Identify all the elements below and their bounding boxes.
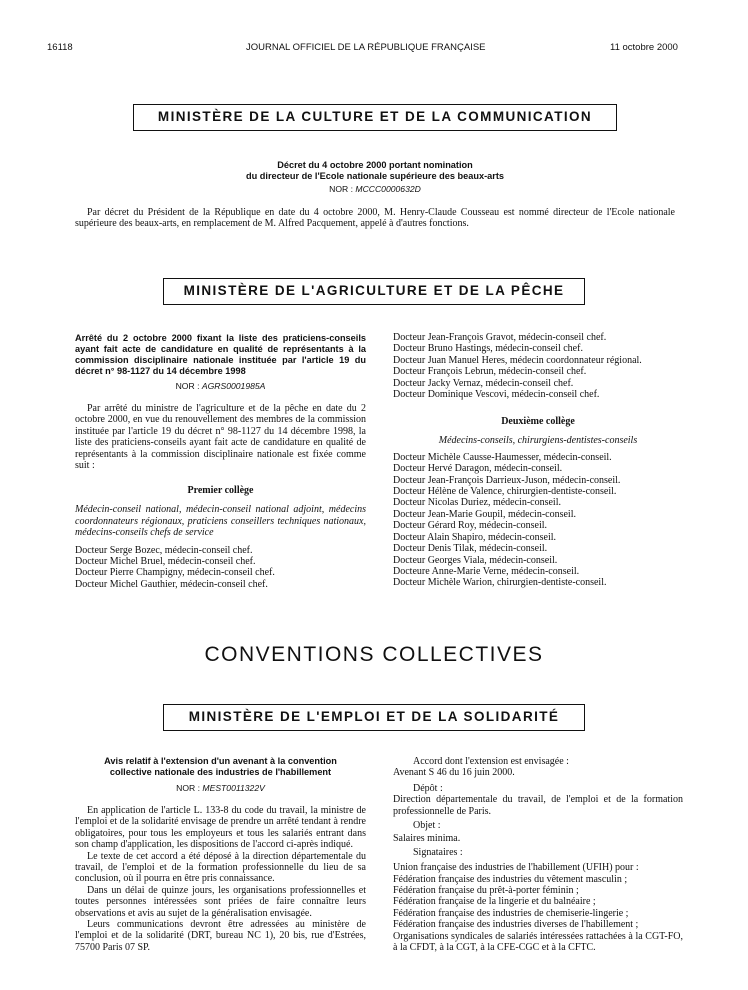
accord-value: Avenant S 46 du 16 juin 2000. (393, 767, 515, 779)
list-item: Docteur Nicolas Duriez, médecin-conseil. (393, 497, 561, 509)
objet-value: Salaires minima. (393, 833, 461, 845)
list-item: Docteur Denis Tilak, médecin-conseil. (393, 543, 548, 555)
list-item: Docteur Alain Shapiro, médecin-conseil. (393, 531, 557, 543)
college2-title: Deuxième collège (501, 416, 575, 428)
list-item: Docteur Jean-François Darrieux-Juson, médecin-conseil. (393, 474, 621, 486)
syndicats-text: Organisations syndicales de salariés intéressées rattachées à la CGT-FO, à la CFDT, à la CGT, à la CFE-CGC et à la CFTC. (393, 930, 683, 954)
culture-decree-title (140, 160, 610, 182)
list-item: Docteur Dominique Vescovi, médecin-conseil chef. (393, 389, 600, 401)
emploi-nor (75, 783, 366, 793)
college1-title: Premier collège (187, 485, 254, 497)
list-item: Docteur Hélène de Valence, chirurgien-dentiste-conseil. (393, 486, 617, 498)
emploi-title-line1: Avis relatif à l'extension d'un avenant à la convention (104, 756, 337, 766)
list-item: Docteur Hervé Daragon, médecin-conseil. (393, 463, 563, 475)
list-item: Fédération française du prêt-à-porter féminin ; (393, 885, 579, 897)
college1-list (75, 545, 366, 591)
agriculture-right-column (393, 332, 683, 589)
list-item: Fédération française des industries de chemiserie-lingerie ; (393, 907, 629, 919)
list-item: Union française des industries de l'habillement (UFIH) pour : (393, 862, 639, 874)
culture-decree-body: Par décret du Président de la République en date du 4 octobre 2000, M. Henry-Claude Cousseau est nommé directeur de l'Ecole nationale supérieure des beaux-arts, en remplacement de M. Alfred Pacquement, appelé à d'autres fonctions. (75, 207, 675, 230)
signataires-list (393, 862, 683, 930)
list-item: Docteure Anne-Marie Verne, médecin-conseil. (393, 565, 580, 577)
nor-code: MEST0011322V (202, 783, 265, 793)
list-item: Docteur Jacky Vernaz, médecin-conseil chef. (393, 377, 574, 389)
emploi-avis-title (75, 756, 366, 778)
list-item: Docteur Juan Manuel Heres, médecin coordonnateur régional. (393, 354, 642, 366)
nor-label: NOR : (175, 381, 200, 391)
list-item: Docteur Michel Bruel, médecin-conseil chef. (75, 556, 256, 568)
agriculture-nor (75, 381, 366, 391)
list-item: Docteur François Lebrun, médecin-conseil chef. (393, 366, 587, 378)
list-item: Fédération française des industries diverses de l'habillement ; (393, 919, 639, 931)
emploi-right-column (393, 756, 683, 954)
list-item: Docteur Jean-François Gravot, médecin-conseil chef. (393, 332, 607, 343)
emploi-paragraph-4: Leurs communications devront être adressées au ministère de l'emploi et de la solidarité (DRT, bureau NC 1), 20 bis, rue d'Estrées, 75700 Paris 07 SP. (75, 919, 366, 953)
nor-code: AGRS0001985A (201, 381, 266, 391)
list-item: Docteur Michèle Warion, chirurgien-dentiste-conseil. (393, 577, 607, 589)
emploi-paragraph-3: Dans un délai de quinze jours, les organisations professionnelles et toutes personnes intéressées sont priées de faire connaître leurs observations et avis au sujet de la généralisation envisagée. (75, 884, 366, 919)
college2-subtitle: Médecins-conseils, chirurgiens-dentistes-conseils (438, 435, 638, 447)
culture-title-line2: du directeur de l'Ecole nationale supérieure des beaux-arts (246, 171, 504, 181)
culture-title-line1: Décret du 4 octobre 2000 portant nomination (277, 160, 473, 170)
list-item: Docteur Serge Bozec, médecin-conseil chef. (75, 544, 253, 556)
agriculture-arrete-title: Arrêté du 2 octobre 2000 fixant la liste des praticiens-conseils ayant fait acte de candidature en qualité de représentants à la commission disciplinaire nationale instituée par l'article 19 du décret n° 98-1127 du 14 décembre 1998 (75, 333, 366, 376)
accord-label: Accord dont l'extension est envisagée : (413, 756, 569, 767)
ministry-agriculture-heading: MINISTÈRE DE L'AGRICULTURE ET DE LA PÊCHE (163, 278, 585, 305)
signataires-label: Signataires : (413, 846, 463, 858)
emploi-left-column (75, 756, 366, 953)
ministry-culture-heading: MINISTÈRE DE LA CULTURE ET DE LA COMMUNICATION (133, 104, 617, 131)
page-number: 16118 (47, 42, 73, 53)
list-item: Fédération française des industries du vêtement masculin ; (393, 873, 628, 885)
college1-list-continued (393, 332, 683, 400)
issue-date: 11 octobre 2000 (610, 42, 678, 53)
agriculture-left-column (75, 333, 366, 590)
conventions-collectives-title: CONVENTIONS COLLECTIVES (204, 643, 544, 666)
nor-label: NOR : (176, 783, 201, 793)
list-item: Docteur Gérard Roy, médecin-conseil. (393, 520, 548, 532)
agriculture-arrete-body: Par arrêté du ministre de l'agriculture et de la pêche en date du 2 octobre 2000, en vue du renouvellement des membres de la commission instituée par l'article 19 du décret n° 98-1127 du 14 décembre 1998, la liste des praticiens-conseils ayant fait acte de candidature en qualité de représentants à la commission disciplinaire nationale est fixée comme suit : (75, 403, 366, 472)
list-item: Docteur Michel Gauthier, médecin-conseil chef. (75, 578, 268, 590)
list-item: Docteur Michèle Causse-Haumesser, médecin-conseil. (393, 451, 612, 463)
emploi-paragraph-1: En application de l'article L. 133-8 du code du travail, la ministre de l'emploi et de la solidarité envisage de prendre un arrêté tendant à rendre obligatoires, pour tous les employeurs et tous les salariés entrant dans son champ d'application, les dispositions de l'accord ci-après indiqué. (75, 805, 366, 851)
nor-label: NOR : (329, 184, 354, 194)
list-item: Docteur Jean-Marie Goupil, médecin-conseil. (393, 508, 576, 520)
emploi-paragraph-2: Le texte de cet accord a été déposé à la direction départementale du travail, de l'emploi et de la formation professionnelle du lieu de sa conclusion, où il pourra en être pris connaissance. (75, 850, 366, 885)
college2-list (393, 452, 683, 589)
depot-value: Direction départementale du travail, de l'emploi et de la formation professionnelle de Paris. (393, 794, 683, 817)
ministry-emploi-heading: MINISTÈRE DE L'EMPLOI ET DE LA SOLIDARITÉ (163, 704, 585, 731)
list-item: Fédération française de la lingerie et du balnéaire ; (393, 896, 596, 908)
emploi-title-line2: collective nationale des industries de l'habillement (109, 767, 332, 777)
objet-label: Objet : (413, 820, 441, 832)
culture-nor (140, 184, 610, 194)
list-item: Docteur Georges Viala, médecin-conseil. (393, 554, 558, 566)
nor-code: MCCC0000632D (355, 184, 421, 194)
list-item: Docteur Pierre Champigny, médecin-conseil chef. (75, 567, 275, 579)
college1-subtitle: Médecin-conseil national, médecin-conseil national adjoint, médecins coordonnateurs régionaux, praticiens conseillers techniques nationaux, médecins-conseils chefs de service (75, 504, 366, 539)
list-item: Docteur Bruno Hastings, médecin-conseil chef. (393, 343, 583, 355)
journal-title: JOURNAL OFFICIEL DE LA RÉPUBLIQUE FRANÇAISE (246, 42, 486, 53)
depot-label: Dépôt : (413, 782, 443, 794)
